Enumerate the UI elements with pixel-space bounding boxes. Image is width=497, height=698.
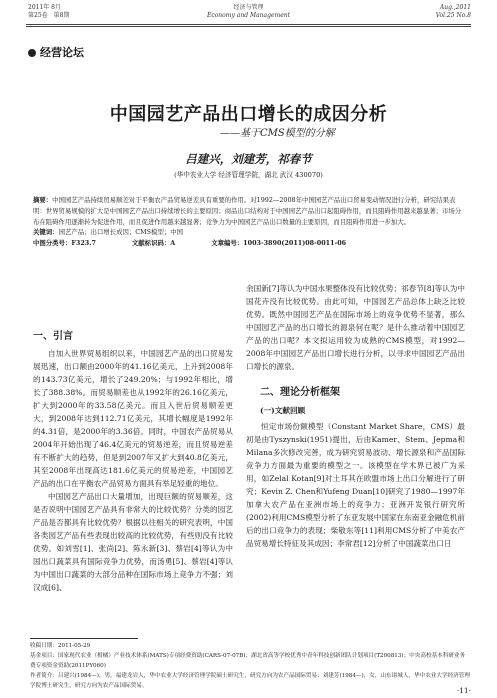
section-tag — [28, 44, 84, 60]
literature-review-heading: (一)文献回顾 — [260, 406, 306, 415]
keywords-text: 园艺产品；出口增长成因；CMS模型；中国 — [58, 228, 184, 237]
footnotes — [30, 641, 470, 691]
header-rule-second — [26, 26, 471, 27]
header-volume-en: Vol.25 No.8 — [435, 12, 471, 19]
paragraph: 自加入世界贸易组织以来，中国园艺产品的出口贸易发展迅速，出口额由2000年的41.16亿美元，上升到2008年的143.73亿美元，增长了249.20%；与1992年相比，增长了388.38%。而贸易顺差也从1992年的26.16亿美元，扩大到2000年的33.58亿美元。而且入世后贸易顺差更大，到2008年达到112.71亿美元，其增长幅度是1992年的4.31倍，是2000年的3.36倍。同时，中国农产品贸易从2004年开始出现了46.4亿美元的贸易逆差，而且贸易逆差有不断扩大的趋势，但是到2007年又扩大到40.8亿美元，其至2008年出现高达181.6亿美元的贸易逆差，中国园艺产品的出口在平衡农产品贸易方面具有举足轻重的地位。 — [33, 349, 233, 488]
paper-affiliation: (华中农业大学 经济管理学院，湖北 武汉 430070) — [174, 171, 323, 179]
right-column-top — [246, 282, 465, 373]
abstract-label: 摘要： — [33, 196, 53, 204]
header-volume: 第25卷 第8期 — [28, 12, 70, 19]
running-header-right — [436, 4, 471, 20]
paper-authors: 吕建兴，刘建芳，祁春节 — [185, 152, 312, 166]
author-note: 作者简介：吕建兴(1984—)，男，福建龙岩人，华中农业大学经济管理学院硕士研究生，研究方向为农产品国际贸易；刘建芳(1984—)，女，山东诸城人，华中农业大学经济管理学院博士研究生，研究方向为农产品国际贸易。 — [30, 673, 470, 689]
paragraph: 余国新[7]等认为中国水果整体没有比较优势；祁春节[8]等认为中国花卉没有比较优势。由此可知，中国园艺产品总体上缺乏比较优势。既然中国园艺产品在国际市场上的竞争优势不显著，那么中国园艺产品的出口增长的源泉何在呢？是什么推动着中国园艺产品的出口呢？本文拟运用较为成熟的CMS模型，对1992—2008年中国园艺产品出口增长进行分析，以寻求中国园艺产品出口增长的源泉。 — [246, 284, 465, 371]
header-rule — [26, 24, 471, 25]
footnote-rule — [30, 638, 138, 639]
running-header-center — [0, 4, 497, 20]
journal-name-cn: 经济与管理 — [233, 4, 264, 11]
paragraph: 恒定市场份额模型（Constant Market Share，CMS）最初是由Tyszynski(1951)提出，后由Kamer、Stem、Jepma和Milana多次修改完善，成为研究贸易波动、增长源泉和产品国际竞争力方面最为重要的模型之一。该模型在学术界已被广为采用，如Zelal Kotan[9]对土耳其在欧盟市场上出口分解进行了研究；Kevin Z. Chen和Yufeng Duan[10]研究了1980—1997年加拿大农产品在亚洲市场上的竞争力；亚洲开发银行研究所(2002)利用CMS模型分析了东亚发展中国家在东南亚金融危机前后的出口竞争力的表现；柴敬东等[11]利用CMS分析了中美农产品贸易增长特征及其成因；李常君[12]分析了中国蔬菜出口日 — [246, 422, 465, 548]
article-number: 文章编号：1003-3890(2011)08-0011-06 — [211, 239, 347, 248]
theory-heading: 二、理论分析框架 — [260, 387, 340, 398]
document-code: 文献标识码：A — [131, 239, 176, 248]
meta-line — [33, 238, 465, 249]
section-tag-label: 经营论坛 — [40, 46, 84, 59]
page-number: ·11· — [456, 686, 471, 695]
journal-name-en: Economy and Management — [206, 12, 291, 19]
keywords-label: 关键词： — [33, 228, 59, 237]
clc-number: 中图分类号：F323.7 — [33, 239, 96, 248]
keywords-line — [33, 227, 465, 238]
received-date: 收稿日期：2011-05-29 — [30, 643, 91, 649]
paper-title: 中国园艺产品出口增长的成因分析 — [109, 104, 388, 125]
right-column-bottom — [246, 420, 465, 550]
abstract — [33, 195, 465, 249]
header-date: 2011年 8月 — [28, 4, 61, 11]
paragraph: 中国园艺产品出口大量增加，出现巨额的贸易顺差，这是否说明中国园艺产品具有非常大的比较优势？分类的园艺产品是否都具有比较优势？根据以往相关的研究表明，中国各类园艺产品有些表现出较高的比较优势，有些则没有比较优势。如刘雪[1]、张尚[2]、陈永新[3]、蔡岩[4]等认为中国出口蔬菜具有国际竞争力优势，而汤勇[5]、蔡岩[4]等认为中国出口蔬菜的大部分品种在国际市场上竞争力不强；刘汉成[6]、 — [33, 492, 233, 592]
abstract-text: 中国园艺产品持续贸易顺差对于平衡农产品贸易逆差具有重要的作用。对1992—2008年中国园艺产品出口贸易变动情况进行分析，研究结果表明：世界贸易规模的扩大是中国园艺产品出口持续增长的主要原因；商品出口结构对于中国园艺产品出口起阻碍作用，而且阻碍作用越来越显著；市场分布在阻碍作用逐渐转为促进作用，而且促进作用越来越显著；竞争力为中国园艺产品出口数量的主要原因，而且阻碍作用进一步加大。 — [33, 196, 462, 226]
header-date-en: Aug.,2011 — [439, 4, 471, 11]
intro-heading: 一、引言 — [33, 331, 73, 342]
paper-subtitle: ——基于CMS模型的分解 — [220, 128, 335, 139]
bullet-icon — [28, 49, 36, 57]
fund-note: 基金项目：国家现代农业（柑橘）产业技术体系(MATS)专项经费资助(CARS-07-07B)；湖北省高等学校优秀中青年科技创新团队计划项目(T200813)；中央高校基本科研业务费专项资金资助(2011PY060) — [30, 653, 466, 669]
left-column — [33, 347, 233, 594]
